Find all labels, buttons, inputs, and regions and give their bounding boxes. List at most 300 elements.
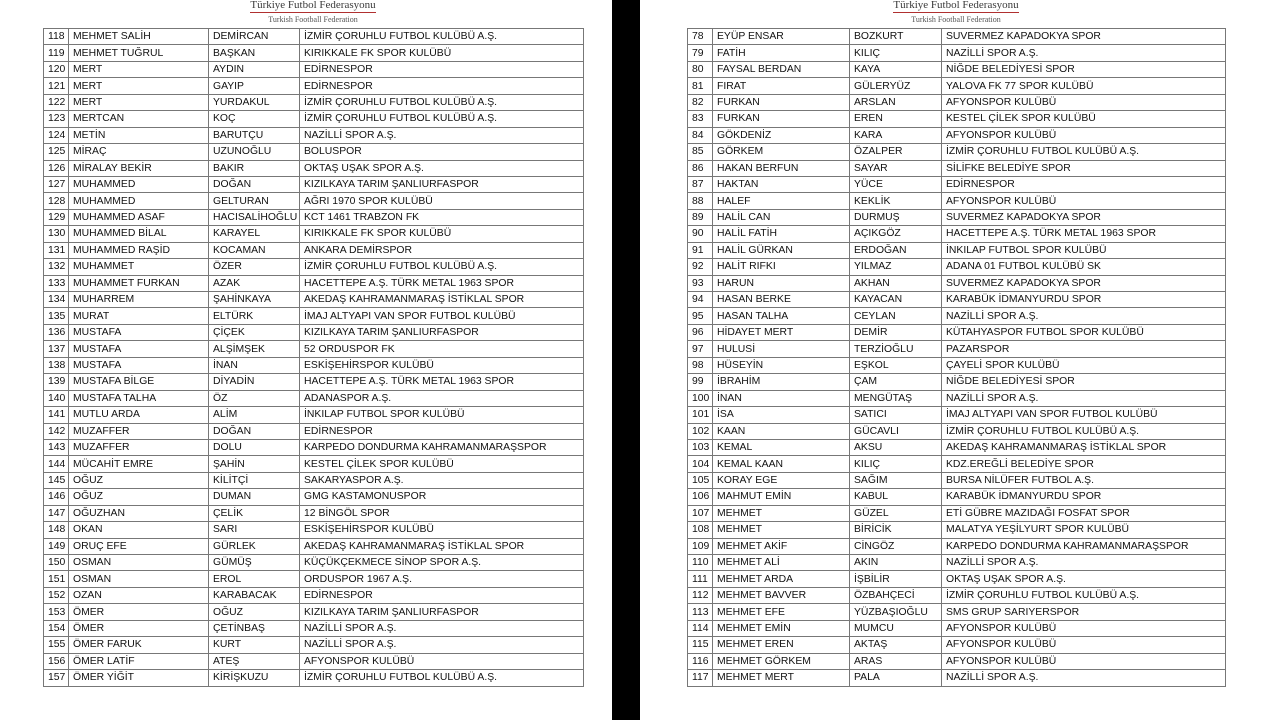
first-name: MUSTAFA BİLGE	[69, 374, 209, 390]
club-name: ETİ GÜBRE MAZIDAĞI FOSFAT SPOR	[942, 505, 1226, 521]
last-name: DİYADİN	[209, 374, 300, 390]
club-name: AFYONSPOR KULÜBÜ	[942, 653, 1226, 669]
club-name: NAZİLLİ SPOR A.Ş.	[300, 637, 584, 653]
first-name: MERTCAN	[69, 111, 209, 127]
row-number: 142	[44, 423, 69, 439]
row-number: 154	[44, 620, 69, 636]
first-name: OZAN	[69, 587, 209, 603]
last-name: ÇİÇEK	[209, 324, 300, 340]
row-number: 90	[688, 226, 713, 242]
last-name: KAYACAN	[850, 292, 942, 308]
federation-header	[250, 0, 376, 24]
player-row	[44, 193, 584, 209]
row-number: 92	[688, 259, 713, 275]
row-number: 144	[44, 456, 69, 472]
first-name: OSMAN	[69, 571, 209, 587]
club-name: ESKİŞEHİRSPOR KULÜBÜ	[300, 522, 584, 538]
last-name: KARA	[850, 127, 942, 143]
first-name: KEMAL	[713, 439, 850, 455]
club-name: KIZILKAYA TARIM ŞANLIURFASPOR	[300, 324, 584, 340]
club-name: SİLİFKE BELEDİYE SPOR	[942, 160, 1226, 176]
player-row	[688, 78, 1226, 94]
first-name: HASAN BERKE	[713, 292, 850, 308]
last-name: DEMİRCAN	[209, 29, 300, 45]
first-name: ÖMER LATİF	[69, 653, 209, 669]
player-row	[688, 456, 1226, 472]
club-name: KÜTAHYASPOR FUTBOL SPOR KULÜBÜ	[942, 324, 1226, 340]
first-name: MEHMET ALİ	[713, 555, 850, 571]
club-name: SUVERMEZ KAPADOKYA SPOR	[942, 29, 1226, 45]
row-number: 139	[44, 374, 69, 390]
first-name: HAKAN BERFUN	[713, 160, 850, 176]
first-name: MERT	[69, 61, 209, 77]
row-number: 116	[688, 653, 713, 669]
first-name: MUHAMMET FURKAN	[69, 275, 209, 291]
row-number: 124	[44, 127, 69, 143]
player-row	[44, 127, 584, 143]
club-name: NAZİLLİ SPOR A.Ş.	[942, 670, 1226, 686]
row-number: 151	[44, 571, 69, 587]
last-name: BİRİCİK	[850, 522, 942, 538]
first-name: MEHMET MERT	[713, 670, 850, 686]
club-name: İZMİR ÇORUHLU FUTBOL KULÜBÜ A.Ş.	[942, 144, 1226, 160]
row-number: 82	[688, 94, 713, 110]
player-row	[44, 472, 584, 488]
player-row	[44, 111, 584, 127]
club-name: İNKILAP FUTBOL SPOR KULÜBÜ	[300, 407, 584, 423]
club-name: 52 ORDUSPOR FK	[300, 341, 584, 357]
first-name: HALEF	[713, 193, 850, 209]
first-name: MUHAMMED BİLAL	[69, 226, 209, 242]
last-name: DEMİR	[850, 324, 942, 340]
first-name: MUHAMMED	[69, 193, 209, 209]
last-name: YILMAZ	[850, 259, 942, 275]
club-name: PAZARSPOR	[942, 341, 1226, 357]
row-number: 113	[688, 604, 713, 620]
row-number: 104	[688, 456, 713, 472]
club-name: SUVERMEZ KAPADOKYA SPOR	[942, 275, 1226, 291]
last-name: CİNGÖZ	[850, 538, 942, 554]
player-row	[44, 226, 584, 242]
player-row	[44, 571, 584, 587]
last-name: İNAN	[209, 357, 300, 373]
last-name: KILIÇ	[850, 456, 942, 472]
row-number: 107	[688, 505, 713, 521]
first-name: ÖMER FARUK	[69, 637, 209, 653]
player-row	[688, 308, 1226, 324]
row-number: 147	[44, 505, 69, 521]
federation-subtitle: Turkish Football Federation	[268, 15, 358, 24]
last-name: ARSLAN	[850, 94, 942, 110]
last-name: AKSU	[850, 439, 942, 455]
player-row	[44, 209, 584, 225]
club-name: AFYONSPOR KULÜBÜ	[942, 620, 1226, 636]
player-row	[44, 653, 584, 669]
player-row	[688, 292, 1226, 308]
player-row	[688, 45, 1226, 61]
club-name: SAKARYASPOR A.Ş.	[300, 472, 584, 488]
row-number: 83	[688, 111, 713, 127]
first-name: EYÜP ENSAR	[713, 29, 850, 45]
row-number: 91	[688, 242, 713, 258]
first-name: MEHMET BAVVER	[713, 587, 850, 603]
club-name: NAZİLLİ SPOR A.Ş.	[300, 127, 584, 143]
last-name: KOCAMAN	[209, 242, 300, 258]
row-number: 126	[44, 160, 69, 176]
row-number: 132	[44, 259, 69, 275]
club-name: AFYONSPOR KULÜBÜ	[300, 653, 584, 669]
first-name: HASAN TALHA	[713, 308, 850, 324]
first-name: HÜSEYİN	[713, 357, 850, 373]
row-number: 114	[688, 620, 713, 636]
club-name: KIRIKKALE FK SPOR KULÜBÜ	[300, 45, 584, 61]
first-name: MİRAÇ	[69, 144, 209, 160]
club-name: HACETTEPE A.Ş. TÜRK METAL 1963 SPOR	[300, 374, 584, 390]
last-name: ERDOĞAN	[850, 242, 942, 258]
club-name: BURSA NİLÜFER FUTBOL A.Ş.	[942, 472, 1226, 488]
club-name: NAZİLLİ SPOR A.Ş.	[942, 45, 1226, 61]
document-page-left	[0, 0, 612, 720]
player-row	[688, 472, 1226, 488]
row-number: 122	[44, 94, 69, 110]
row-number: 119	[44, 45, 69, 61]
player-list-body	[44, 29, 584, 687]
row-number: 98	[688, 357, 713, 373]
club-name: NİĞDE BELEDİYESİ SPOR	[942, 374, 1226, 390]
player-row	[44, 160, 584, 176]
last-name: ÇELİK	[209, 505, 300, 521]
last-name: SAĞIM	[850, 472, 942, 488]
row-number: 95	[688, 308, 713, 324]
first-name: MEHMET SALİH	[69, 29, 209, 45]
player-row	[44, 308, 584, 324]
first-name: MEHMET TUĞRUL	[69, 45, 209, 61]
last-name: ATEŞ	[209, 653, 300, 669]
club-name: KESTEL ÇİLEK SPOR KULÜBÜ	[300, 456, 584, 472]
player-row	[688, 226, 1226, 242]
first-name: MAHMUT EMİN	[713, 489, 850, 505]
last-name: AZAK	[209, 275, 300, 291]
last-name: ÇETİNBAŞ	[209, 620, 300, 636]
player-row	[44, 341, 584, 357]
first-name: MUHAMMED ASAF	[69, 209, 209, 225]
player-row	[688, 111, 1226, 127]
player-row	[688, 390, 1226, 406]
row-number: 105	[688, 472, 713, 488]
last-name: YURDAKUL	[209, 94, 300, 110]
row-number: 94	[688, 292, 713, 308]
club-name: 12 BİNGÖL SPOR	[300, 505, 584, 521]
player-row	[44, 637, 584, 653]
player-row	[688, 61, 1226, 77]
player-row	[44, 456, 584, 472]
club-name: KIRIKKALE FK SPOR KULÜBÜ	[300, 226, 584, 242]
first-name: HALİL CAN	[713, 209, 850, 225]
first-name: MUSTAFA TALHA	[69, 390, 209, 406]
player-list-table	[43, 28, 584, 687]
last-name: ÇAM	[850, 374, 942, 390]
player-row	[44, 374, 584, 390]
last-name: DOĞAN	[209, 176, 300, 192]
last-name: GÜRLEK	[209, 538, 300, 554]
first-name: HALİL FATİH	[713, 226, 850, 242]
club-name: EDİRNESPOR	[300, 587, 584, 603]
row-number: 100	[688, 390, 713, 406]
first-name: HAKTAN	[713, 176, 850, 192]
first-name: MEHMET	[713, 505, 850, 521]
club-name: SMS GRUP SARIYERSPOR	[942, 604, 1226, 620]
last-name: GÜZEL	[850, 505, 942, 521]
first-name: FAYSAL BERDAN	[713, 61, 850, 77]
club-name: NAZİLLİ SPOR A.Ş.	[942, 555, 1226, 571]
last-name: TERZİOĞLU	[850, 341, 942, 357]
last-name: KİRİŞKUZU	[209, 670, 300, 686]
player-row	[688, 505, 1226, 521]
last-name: CEYLAN	[850, 308, 942, 324]
first-name: MUZAFFER	[69, 439, 209, 455]
first-name: ÖMER	[69, 604, 209, 620]
club-name: KARPEDO DONDURMA KAHRAMANMARAŞSPOR	[942, 538, 1226, 554]
club-name: NİĞDE BELEDİYESİ SPOR	[942, 61, 1226, 77]
first-name: ÖMER YİĞİT	[69, 670, 209, 686]
row-number: 106	[688, 489, 713, 505]
player-row	[44, 670, 584, 686]
first-name: MUHARREM	[69, 292, 209, 308]
club-name: AĞRI 1970 SPOR KULÜBÜ	[300, 193, 584, 209]
player-row	[688, 144, 1226, 160]
last-name: ELTÜRK	[209, 308, 300, 324]
club-name: İZMİR ÇORUHLU FUTBOL KULÜBÜ A.Ş.	[300, 29, 584, 45]
last-name: EROL	[209, 571, 300, 587]
first-name: OĞUZ	[69, 472, 209, 488]
row-number: 120	[44, 61, 69, 77]
last-name: EŞKOL	[850, 357, 942, 373]
last-name: ÖZER	[209, 259, 300, 275]
player-row	[688, 209, 1226, 225]
row-number: 81	[688, 78, 713, 94]
club-name: ORDUSPOR 1967 A.Ş.	[300, 571, 584, 587]
last-name: AÇIKGÖZ	[850, 226, 942, 242]
first-name: HULUSİ	[713, 341, 850, 357]
player-row	[44, 29, 584, 45]
row-number: 143	[44, 439, 69, 455]
player-row	[688, 637, 1226, 653]
club-name: İNKILAP FUTBOL SPOR KULÜBÜ	[942, 242, 1226, 258]
last-name: HACISALİHOĞLU	[209, 209, 300, 225]
first-name: MEHMET	[713, 522, 850, 538]
row-number: 88	[688, 193, 713, 209]
first-name: MUHAMMET	[69, 259, 209, 275]
last-name: GELTURAN	[209, 193, 300, 209]
last-name: UZUNOĞLU	[209, 144, 300, 160]
row-number: 93	[688, 275, 713, 291]
row-number: 125	[44, 144, 69, 160]
player-row	[688, 571, 1226, 587]
last-name: KAYA	[850, 61, 942, 77]
row-number: 87	[688, 176, 713, 192]
first-name: HALİT RIFKI	[713, 259, 850, 275]
player-row	[688, 29, 1226, 45]
first-name: MUHAMMED RAŞİD	[69, 242, 209, 258]
player-row	[688, 620, 1226, 636]
player-row	[688, 275, 1226, 291]
row-number: 134	[44, 292, 69, 308]
player-row	[44, 407, 584, 423]
row-number: 128	[44, 193, 69, 209]
player-row	[688, 160, 1226, 176]
player-row	[688, 242, 1226, 258]
club-name: EDİRNESPOR	[942, 176, 1226, 192]
document-page-right	[640, 0, 1280, 720]
player-row	[44, 144, 584, 160]
player-row	[688, 439, 1226, 455]
club-name: KCT 1461 TRABZON FK	[300, 209, 584, 225]
last-name: SATICI	[850, 407, 942, 423]
player-row	[44, 242, 584, 258]
player-row	[44, 324, 584, 340]
club-name: İMAJ ALTYAPI VAN SPOR FUTBOL KULÜBÜ	[942, 407, 1226, 423]
first-name: MUSTAFA	[69, 324, 209, 340]
first-name: MEHMET EREN	[713, 637, 850, 653]
player-row	[688, 374, 1226, 390]
player-row	[688, 193, 1226, 209]
club-name: KARABÜK İDMANYURDU SPOR	[942, 292, 1226, 308]
player-row	[688, 407, 1226, 423]
row-number: 140	[44, 390, 69, 406]
last-name: AKTAŞ	[850, 637, 942, 653]
club-name: KARABÜK İDMANYURDU SPOR	[942, 489, 1226, 505]
first-name: HALİL GÜRKAN	[713, 242, 850, 258]
last-name: YÜZBAŞIOĞLU	[850, 604, 942, 620]
first-name: KEMAL KAAN	[713, 456, 850, 472]
first-name: MUTLU ARDA	[69, 407, 209, 423]
last-name: İŞBİLİR	[850, 571, 942, 587]
first-name: MİRALAY BEKİR	[69, 160, 209, 176]
last-name: MUMCU	[850, 620, 942, 636]
player-row	[688, 94, 1226, 110]
player-row	[688, 670, 1226, 686]
club-name: YALOVA FK 77 SPOR KULÜBÜ	[942, 78, 1226, 94]
row-number: 152	[44, 587, 69, 603]
row-number: 133	[44, 275, 69, 291]
club-name: NAZİLLİ SPOR A.Ş.	[300, 620, 584, 636]
federation-title: Türkiye Futbol Federasyonu	[250, 0, 376, 11]
last-name: GAYIP	[209, 78, 300, 94]
first-name: ORUÇ EFE	[69, 538, 209, 554]
row-number: 84	[688, 127, 713, 143]
last-name: OĞUZ	[209, 604, 300, 620]
player-list-table	[687, 28, 1226, 687]
last-name: ALŞİMŞEK	[209, 341, 300, 357]
club-name: AFYONSPOR KULÜBÜ	[942, 637, 1226, 653]
player-row	[688, 341, 1226, 357]
club-name: İZMİR ÇORUHLU FUTBOL KULÜBÜ A.Ş.	[300, 111, 584, 127]
last-name: GÜCAVLI	[850, 423, 942, 439]
player-row	[44, 94, 584, 110]
club-name: KIZILKAYA TARIM ŞANLIURFASPOR	[300, 604, 584, 620]
row-number: 149	[44, 538, 69, 554]
club-name: BOLUSPOR	[300, 144, 584, 160]
club-name: İZMİR ÇORUHLU FUTBOL KULÜBÜ A.Ş.	[942, 423, 1226, 439]
player-row	[44, 390, 584, 406]
row-number: 136	[44, 324, 69, 340]
federation-title: Türkiye Futbol Federasyonu	[893, 0, 1019, 11]
first-name: FURKAN	[713, 94, 850, 110]
row-number: 97	[688, 341, 713, 357]
club-name: ADANASPOR A.Ş.	[300, 390, 584, 406]
row-number: 109	[688, 538, 713, 554]
first-name: FATİH	[713, 45, 850, 61]
club-name: AKEDAŞ KAHRAMANMARAŞ İSTİKLAL SPOR	[300, 538, 584, 554]
first-name: HARUN	[713, 275, 850, 291]
last-name: KARAYEL	[209, 226, 300, 242]
last-name: EREN	[850, 111, 942, 127]
club-name: SUVERMEZ KAPADOKYA SPOR	[942, 209, 1226, 225]
player-row	[44, 555, 584, 571]
club-name: AKEDAŞ KAHRAMANMARAŞ İSTİKLAL SPOR	[942, 439, 1226, 455]
first-name: MUSTAFA	[69, 341, 209, 357]
player-row	[688, 324, 1226, 340]
row-number: 129	[44, 209, 69, 225]
last-name: ÖZ	[209, 390, 300, 406]
player-row	[688, 423, 1226, 439]
club-name: İZMİR ÇORUHLU FUTBOL KULÜBÜ A.Ş.	[300, 670, 584, 686]
club-name: KÜÇÜKÇEKMECE SİNOP SPOR A.Ş.	[300, 555, 584, 571]
federation-header	[893, 0, 1019, 24]
first-name: MEHMET EMİN	[713, 620, 850, 636]
last-name: YÜCE	[850, 176, 942, 192]
club-name: ESKİŞEHİRSPOR KULÜBÜ	[300, 357, 584, 373]
row-number: 80	[688, 61, 713, 77]
first-name: FIRAT	[713, 78, 850, 94]
player-row	[44, 259, 584, 275]
club-name: KIZILKAYA TARIM ŞANLIURFASPOR	[300, 176, 584, 192]
row-number: 117	[688, 670, 713, 686]
first-name: OĞUZ	[69, 489, 209, 505]
last-name: SARI	[209, 522, 300, 538]
row-number: 137	[44, 341, 69, 357]
row-number: 150	[44, 555, 69, 571]
row-number: 78	[688, 29, 713, 45]
row-number: 101	[688, 407, 713, 423]
player-row	[44, 604, 584, 620]
first-name: MEHMET EFE	[713, 604, 850, 620]
last-name: KEKLİK	[850, 193, 942, 209]
first-name: MUZAFFER	[69, 423, 209, 439]
last-name: KİLİTÇİ	[209, 472, 300, 488]
first-name: MERT	[69, 94, 209, 110]
player-row	[44, 357, 584, 373]
player-row	[44, 587, 584, 603]
row-number: 156	[44, 653, 69, 669]
last-name: ARAS	[850, 653, 942, 669]
row-number: 118	[44, 29, 69, 45]
first-name: GÖRKEM	[713, 144, 850, 160]
first-name: MERT	[69, 78, 209, 94]
first-name: İNAN	[713, 390, 850, 406]
player-row	[44, 78, 584, 94]
player-row	[688, 127, 1226, 143]
first-name: OĞUZHAN	[69, 505, 209, 521]
last-name: ALİM	[209, 407, 300, 423]
club-name: ADANA 01 FUTBOL KULÜBÜ SK	[942, 259, 1226, 275]
first-name: MURAT	[69, 308, 209, 324]
first-name: FURKAN	[713, 111, 850, 127]
player-list-body	[688, 29, 1226, 687]
last-name: AYDIN	[209, 61, 300, 77]
last-name: SAYAR	[850, 160, 942, 176]
player-row	[44, 292, 584, 308]
